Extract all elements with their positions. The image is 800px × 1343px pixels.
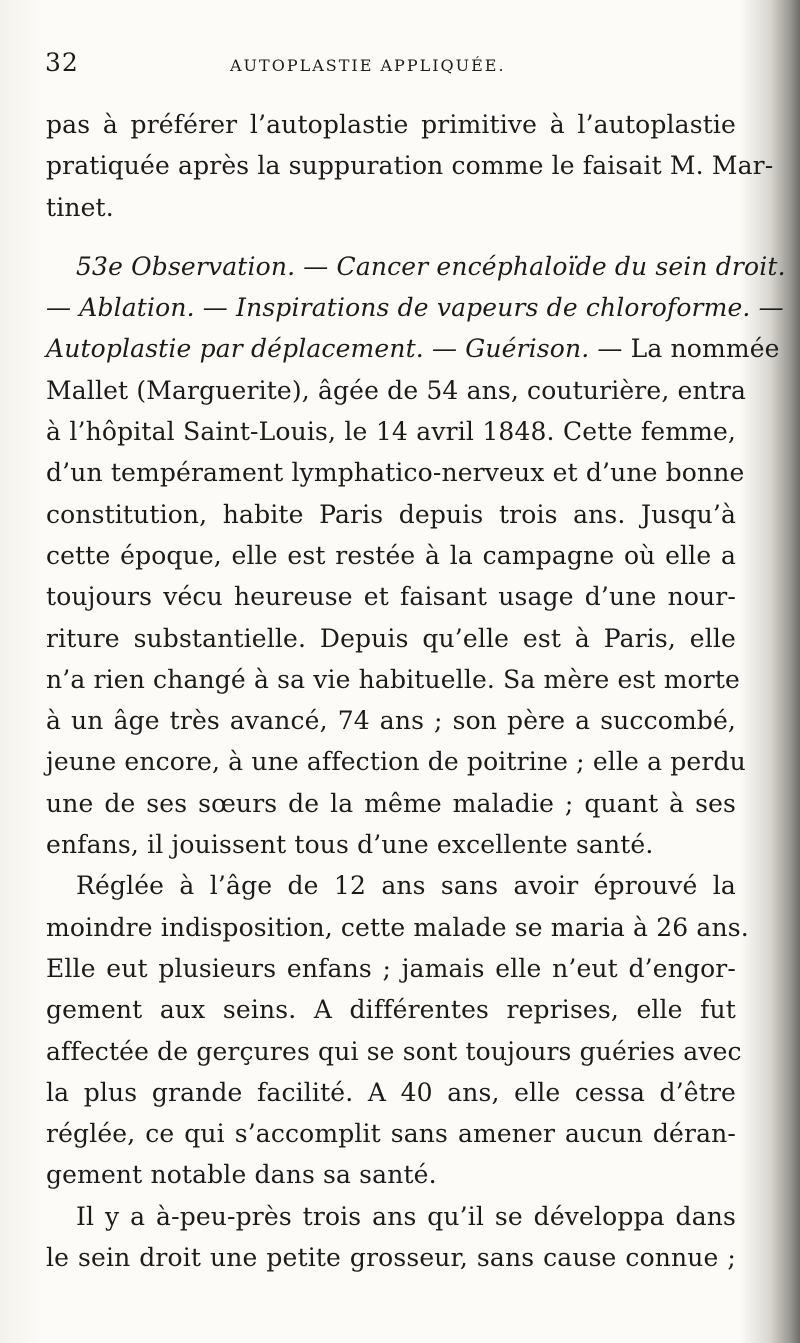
page-number: 32 [45,48,79,77]
running-title: AUTOPLASTIE APPLIQUÉE. [230,56,506,75]
text-line: Mallet (Marguerite), âgée de 54 ans, couturière, entra [46,375,747,405]
text-line: enfans, il jouissent tous d’une excellente santé. [46,830,654,860]
text-line: le sein droit une petite grosseur, sans cause connue ; [46,1243,736,1273]
text-line: cette époque, elle est restée à la campagne où elle a [46,540,736,570]
observation-title: — Cancer encéphaloïde du sein droit. [295,251,786,281]
text-line: pas à préférer l’autoplastie primitive à l’autoplastie [46,110,736,139]
observation-result: Autoplastie par déplacement. — Guérison. [46,334,590,364]
text-line: Elle eut plusieurs enfans ; jamais elle n’eut d’engor- [46,953,736,983]
body-text [46,104,786,1278]
text-line: jeune encore, à une affection de poitrine ; elle a perdu [46,747,746,777]
text-line: gement notable dans sa santé. [46,1160,437,1190]
observation-text: — La nommée [589,334,780,364]
text-line: tinet. [46,192,114,222]
text-line: toujours vécu heureuse et faisant usage d’une nour- [46,582,736,612]
text-line: d’un tempérament lymphatico-nerveux et d’une bonne [46,458,745,488]
paragraph-1 [46,104,774,228]
observation-heading-line [46,246,786,287]
observation-number: 53e Observation. [76,251,296,281]
text-line: riture substantielle. Depuis qu’elle est à Paris, elle [46,623,736,653]
text-line: affectée de gerçures qui se sont toujours guéries avec [46,1036,742,1066]
text-line: pratiquée après la suppuration comme le faisait M. Mar- [46,151,774,181]
page-header [45,48,745,80]
text-line: n’a rien changé à sa vie habituelle. Sa mère est morte [46,664,741,694]
observation-heading-line: — Ablation. — Inspirations de vapeurs de chloroforme. — [46,293,784,323]
observation-heading-line [46,328,780,369]
text-line: gement aux seins. A différentes reprises, elle fut [46,995,736,1025]
text-line: une de ses sœurs de la même maladie ; quant à ses [46,788,736,818]
text-line: moindre indisposition, cette malade se maria à 26 ans. [46,912,749,942]
text-line: Réglée à l’âge de 12 ans sans avoir éprouvé la [76,871,736,901]
text-line: constitution, habite Paris depuis trois ans. Jusqu’à [46,499,736,529]
paragraph-3 [46,865,749,1195]
text-line: réglée, ce qui s’accomplit sans amener aucun déran- [46,1119,736,1149]
text-line: Il y a à-peu-près trois ans qu’il se développa dans [76,1201,736,1231]
text-line: à un âge très avancé, 74 ans ; son père a succombé, [46,706,736,736]
text-line: à l’hôpital Saint-Louis, le 14 avril 1848. Cette femme, [46,417,736,447]
paragraph-4 [46,1196,736,1279]
text-line: la plus grande facilité. A 40 ans, elle cessa d’être [46,1077,736,1107]
paragraph-observation [46,246,786,865]
